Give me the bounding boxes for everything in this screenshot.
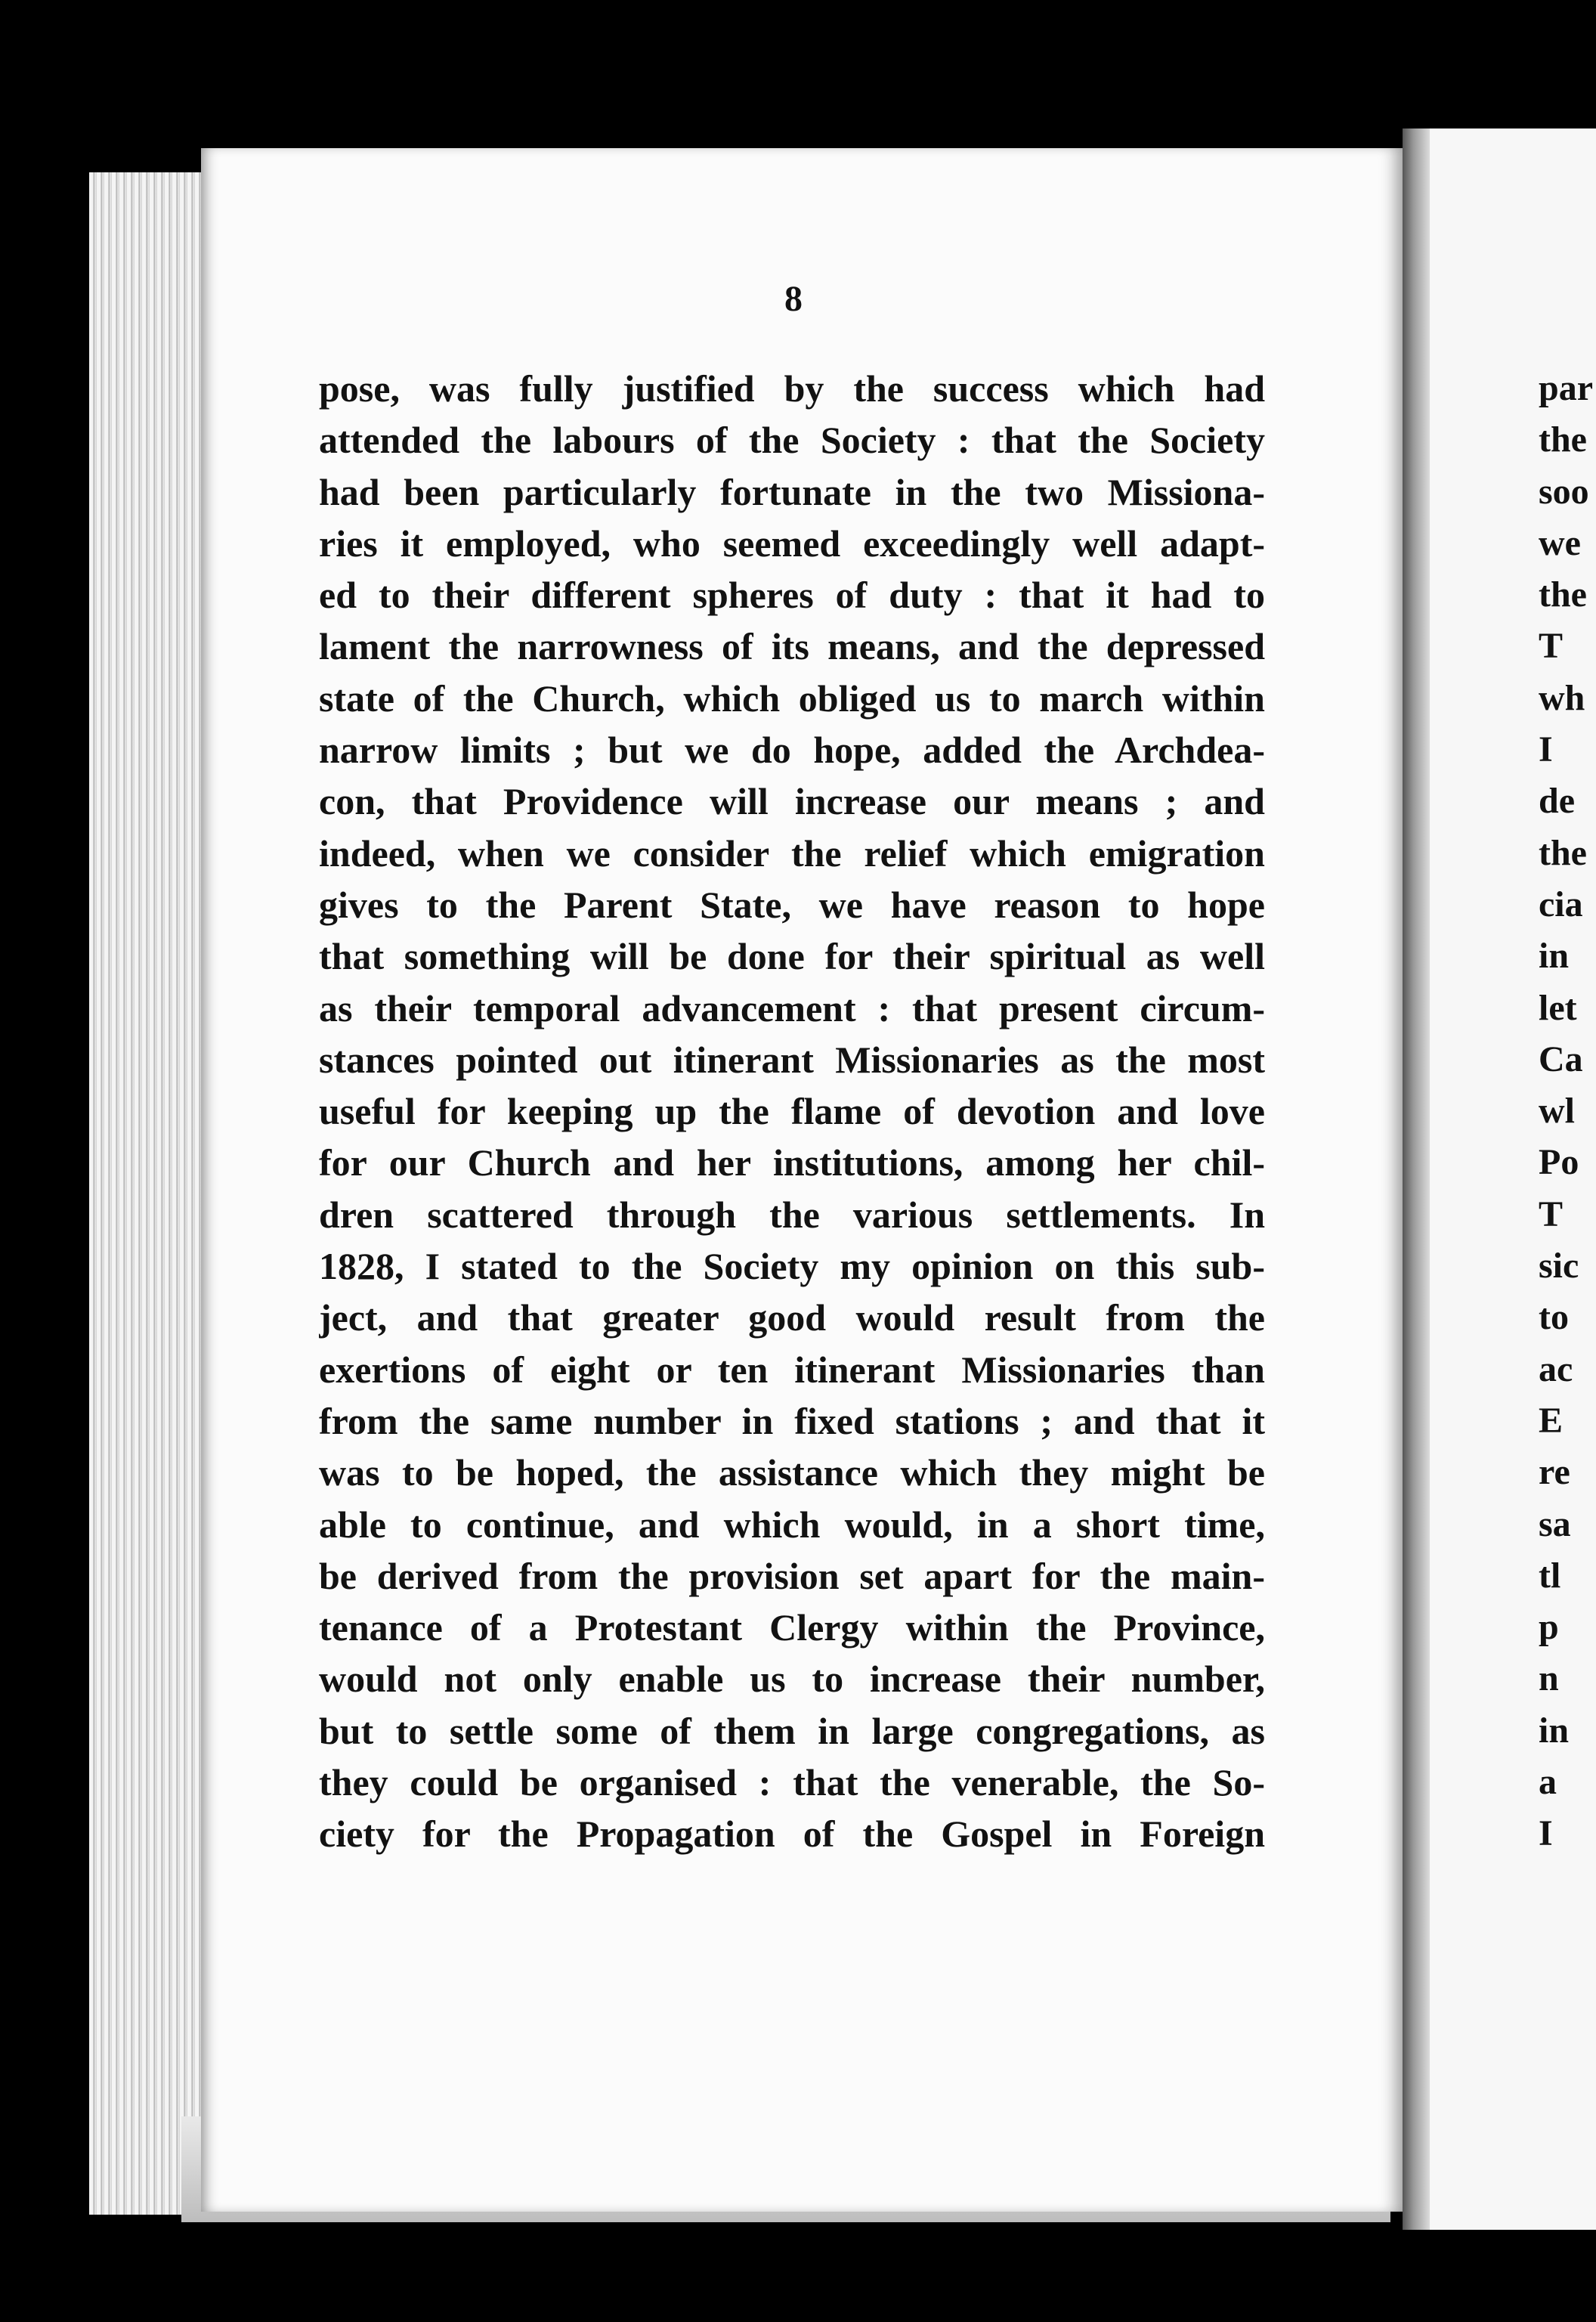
page-number: 8 — [784, 279, 803, 319]
text-line: for our Church and her institutions, among her chil- — [319, 1141, 1265, 1184]
text-line: stances pointed out itinerant Missionaries as the most — [319, 1038, 1265, 1081]
text-line: would not only enable us to increase their number, — [319, 1658, 1265, 1701]
next-page-fragment: T — [1539, 1194, 1564, 1234]
text-line: ject, and that greater good would result from the — [319, 1296, 1265, 1339]
next-page-fragment: wh — [1539, 677, 1585, 718]
text-line: ed to their different spheres of duty : that it had to — [319, 574, 1265, 617]
text-line: indeed, when we consider the relief which emigration — [319, 831, 1265, 875]
body-text — [319, 363, 1265, 1860]
next-page-fragment: the — [1539, 832, 1587, 873]
text-line: was to be hoped, the assistance which they might be — [319, 1451, 1265, 1494]
next-page-fragment: the — [1539, 420, 1587, 460]
text-line: useful for keeping up the flame of devotion and love — [319, 1090, 1265, 1133]
text-line: they could be organised : that the venerable, the So- — [319, 1761, 1265, 1804]
next-page-fragment: cia — [1539, 884, 1583, 924]
text-line: narrow limits ; but we do hope, added the Archdea- — [319, 729, 1265, 772]
next-page-fragment: to — [1539, 1297, 1569, 1338]
text-line: attended the labours of the Society : that the Society — [319, 419, 1265, 462]
next-page-fragment: in — [1539, 936, 1570, 977]
next-page-fragment: tl — [1539, 1555, 1561, 1596]
text-line: 1828, I stated to the Society my opinion on this sub- — [319, 1245, 1265, 1288]
next-page-fragment: we — [1539, 522, 1581, 563]
text-line: be derived from the provision set apart for the main- — [319, 1554, 1265, 1597]
text-line: ciety for the Propagation of the Gospel in Foreign — [319, 1813, 1265, 1856]
page-edges — [89, 172, 204, 2215]
next-page-fragment: E — [1539, 1400, 1564, 1441]
text-line: tenance of a Protestant Clergy within the Province, — [319, 1606, 1265, 1649]
next-page-fragment: in — [1539, 1710, 1570, 1751]
next-page-fragment: I — [1539, 729, 1553, 770]
text-line: from the same number in fixed stations ; and that it — [319, 1399, 1265, 1442]
text-line: con, that Providence will increase our means ; and — [319, 780, 1265, 823]
text-line: as their temporal advancement : that present circum- — [319, 986, 1265, 1029]
text-line: but to settle some of them in large congregations, as — [319, 1709, 1265, 1752]
next-page-fragment: the — [1539, 574, 1587, 615]
next-page-fragment: Po — [1539, 1142, 1579, 1183]
text-line: gives to the Parent State, we have reason to hope — [319, 883, 1265, 926]
next-page-text — [1539, 363, 1596, 1860]
next-page-fragment: soo — [1539, 471, 1589, 512]
next-page-fragment: ac — [1539, 1348, 1573, 1389]
text-line: pose, was fully justified by the success which had — [319, 367, 1265, 410]
text-line: state of the Church, which obliged us to march within — [319, 676, 1265, 720]
text-line: lament the narrowness of its means, and the depressed — [319, 625, 1265, 668]
text-line: had been particularly fortunate in the two Missiona- — [319, 470, 1265, 513]
next-page-fragment: let — [1539, 987, 1577, 1028]
next-page-fragment: n — [1539, 1658, 1559, 1699]
next-page-fragment: T — [1539, 626, 1564, 667]
text-line: that something will be done for their spiritual as well — [319, 935, 1265, 978]
next-page-fragment: wl — [1539, 1091, 1575, 1132]
text-line: ries it employed, who seemed exceedingly well adapt- — [319, 522, 1265, 565]
next-page-fragment: de — [1539, 781, 1575, 822]
next-page-fragment: I — [1539, 1813, 1553, 1854]
text-line: exertions of eight or ten itinerant Missionaries than — [319, 1348, 1265, 1391]
next-page-fragment: sa — [1539, 1503, 1571, 1544]
next-page-fragment: a — [1539, 1762, 1557, 1803]
next-page-fragment: p — [1539, 1607, 1559, 1648]
next-page-fragment: re — [1539, 1452, 1570, 1493]
text-line: dren scattered through the various settlements. In — [319, 1193, 1265, 1236]
book-gutter — [1403, 128, 1430, 2230]
text-line: able to continue, and which would, in a short time, — [319, 1503, 1265, 1546]
next-page-fragment: Ca — [1539, 1039, 1583, 1079]
next-page-fragment: par — [1539, 368, 1593, 408]
next-page-fragment: sic — [1539, 1246, 1579, 1286]
